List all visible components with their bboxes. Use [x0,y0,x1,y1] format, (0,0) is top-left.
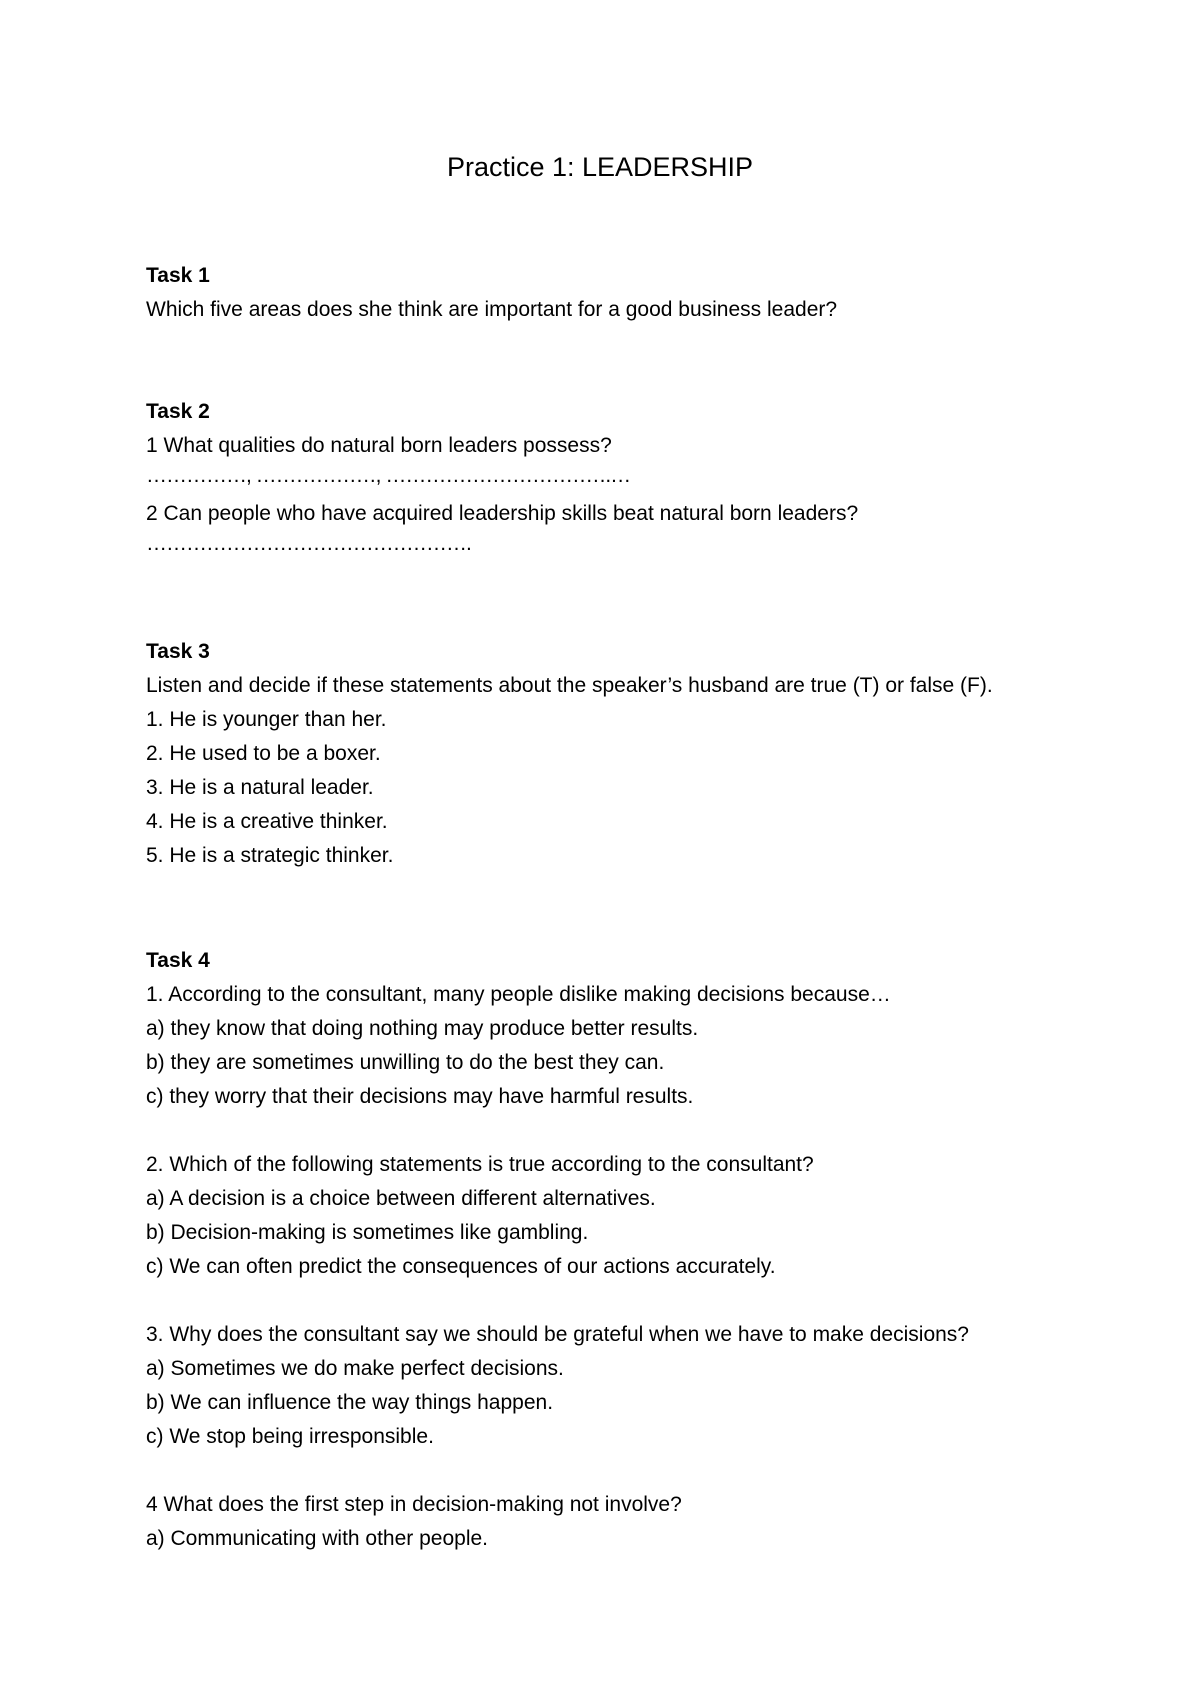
task3-heading: Task 3 [146,640,210,663]
task4-question-1: 1. According to the consultant, many people dislike making decisions because… [146,983,891,1006]
task2-heading: Task 2 [146,400,210,423]
task4-option: a) Sometimes we do make perfect decisions. [146,1357,564,1380]
task1-heading: Task 1 [146,264,210,287]
task2-question-1: 1 What qualities do natural born leaders possess? [146,434,612,457]
task4-option: b) We can influence the way things happen. [146,1391,554,1414]
task4-question-3: 3. Why does the consultant say we should be grateful when we have to make decisions? [146,1323,969,1346]
task2-answer-blank-1: ……………, ………………, …………………………….… [146,464,631,487]
task4-question-4: 4 What does the first step in decision-making not involve? [146,1493,682,1516]
task3-statement: 1. He is younger than her. [146,708,387,731]
page-title: Practice 1: LEADERSHIP [446,152,754,182]
task4-option: b) they are sometimes unwilling to do the best they can. [146,1051,665,1074]
task4-option: a) Communicating with other people. [146,1527,489,1550]
task4-question-2: 2. Which of the following statements is true according to the consultant? [146,1153,814,1176]
task4-option: c) We stop being irresponsible. [146,1425,434,1448]
task4-heading: Task 4 [146,949,210,972]
task3-statement: 5. He is a strategic thinker. [146,844,394,867]
task4-option: a) A decision is a choice between different alternatives. [146,1187,656,1210]
task3-instruction: Listen and decide if these statements about the speaker’s husband are true (T) or false (F). [146,674,993,697]
task4-option: b) Decision-making is sometimes like gambling. [146,1221,589,1244]
task4-option: c) they worry that their decisions may have harmful results. [146,1085,694,1108]
task4-option: c) We can often predict the consequences of our actions accurately. [146,1255,776,1278]
task3-statement: 2. He used to be a boxer. [146,742,381,765]
task3-statement: 4. He is a creative thinker. [146,810,388,833]
task2-answer-blank-2: …………………………………………. [146,532,471,555]
task2-question-2: 2 Can people who have acquired leadership skills beat natural born leaders? [146,502,859,525]
task4-option: a) they know that doing nothing may produce better results. [146,1017,699,1040]
task3-statement: 3. He is a natural leader. [146,776,374,799]
task1-question: Which five areas does she think are important for a good business leader? [146,298,838,321]
